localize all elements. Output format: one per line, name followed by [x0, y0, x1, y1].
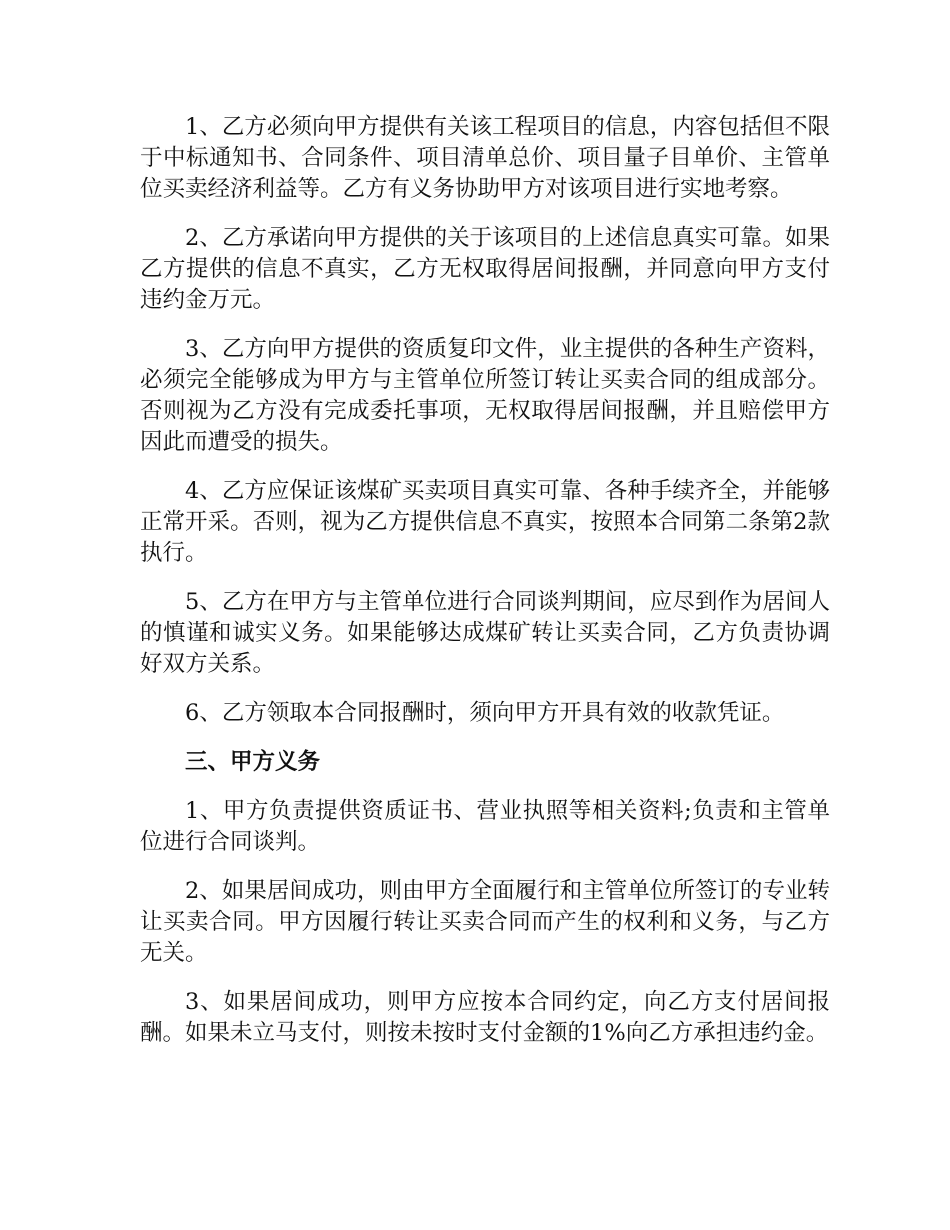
section2-clause-1: 1、乙方必须向甲方提供有关该工程项目的信息，内容包括但不限于中标通知书、合同条件、项目清单总价、项目量子目单价、主管单位买卖经济利益等。乙方有义务协助甲方对该项目进行实地考察。 [140, 114, 830, 202]
section3-clause-3: 3、如果居间成功，则甲方应按本合同约定，向乙方支付居间报酬。如果未立马支付，则按未按时支付金额的1%向乙方承担违约金。 [140, 989, 830, 1046]
section2-clause-4: 4、乙方应保证该煤矿买卖项目真实可靠、各种手续齐全，并能够正常开采。否则，视为乙方提供信息不真实，按照本合同第二条第2款执行。 [140, 478, 830, 566]
document-page [140, 112, 830, 1067]
section3-clause-2: 2、如果居间成功，则由甲方全面履行和主管单位所签订的专业转让买卖合同。甲方因履行转让买卖合同而产生的权利和义务，与乙方无关。 [140, 878, 830, 966]
section2-clause-2: 2、乙方承诺向甲方提供的关于该项目的上述信息真实可靠。如果乙方提供的信息不真实，乙方无权取得居间报酬，并同意向甲方支付违约金万元。 [140, 225, 830, 313]
section3-heading: 三、甲方义务 [185, 749, 321, 775]
section2-clause-5: 5、乙方在甲方与主管单位进行合同谈判期间，应尽到作为居间人的慎谨和诚实义务。如果能够达成煤矿转让买卖合同，乙方负责协调好双方关系。 [140, 589, 830, 677]
section3-clause-1: 1、甲方负责提供资质证书、营业执照等相关资料;负责和主管单位进行合同谈判。 [140, 798, 830, 855]
section2-clause-6: 6、乙方领取本合同报酬时，须向甲方开具有效的收款凭证。 [185, 700, 785, 726]
section2-clause-3: 3、乙方向甲方提供的资质复印文件，业主提供的各种生产资料，必须完全能够成为甲方与主管单位所签订转让买卖合同的组成部分。否则视为乙方没有完成委托事项，无权取得居间报酬，并且赔偿甲方因此而遭受的损失。 [140, 336, 830, 455]
